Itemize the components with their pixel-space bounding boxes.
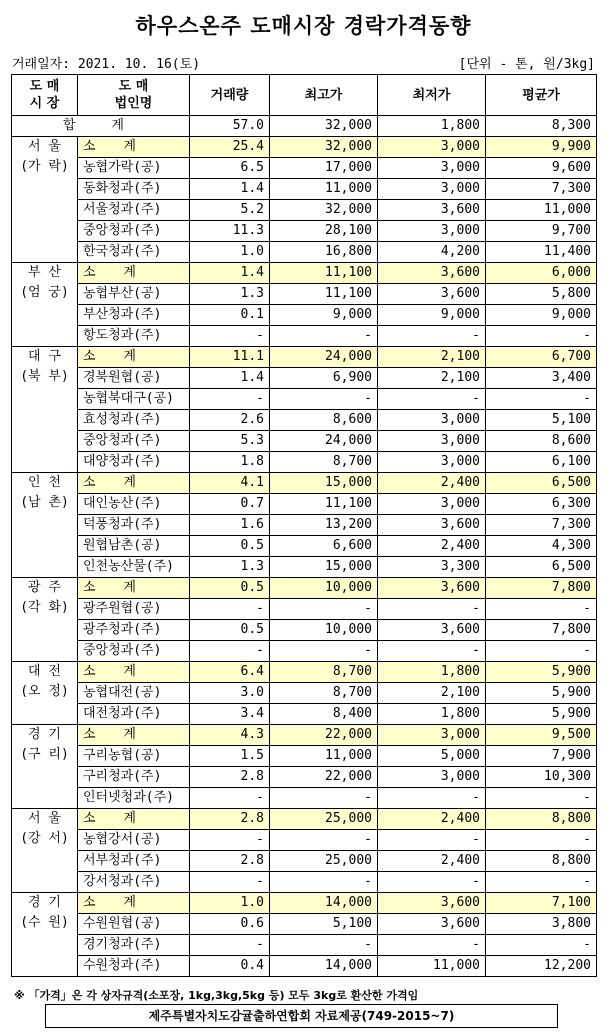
volume-cell: 3.4 bbox=[190, 704, 270, 725]
min-price-cell: 3,600 bbox=[378, 200, 486, 221]
min-price-cell: 2,100 bbox=[378, 368, 486, 389]
avg-price-cell: - bbox=[486, 935, 597, 956]
min-price-cell: - bbox=[378, 641, 486, 662]
max-price-cell: 6,600 bbox=[270, 536, 378, 557]
max-price-cell: 14,000 bbox=[270, 956, 378, 977]
corp-name: 소 계 bbox=[78, 263, 190, 284]
header-volume: 거래량 bbox=[190, 75, 270, 116]
min-price-cell: 3,000 bbox=[378, 431, 486, 452]
avg-price-cell: - bbox=[486, 872, 597, 893]
corp-name: 대전청과(주) bbox=[78, 704, 190, 725]
subtotal-row bbox=[12, 473, 597, 494]
table-row bbox=[12, 956, 597, 977]
table-row bbox=[12, 767, 597, 788]
max-price-cell: 6,900 bbox=[270, 368, 378, 389]
corp-name: 구리청과(주) bbox=[78, 767, 190, 788]
avg-price-cell: 6,000 bbox=[486, 263, 597, 284]
volume-cell: 1.3 bbox=[190, 284, 270, 305]
table-row bbox=[12, 410, 597, 431]
max-price-cell: 11,100 bbox=[270, 494, 378, 515]
avg-price-cell: 6,300 bbox=[486, 494, 597, 515]
region-label: 대 구 bbox=[28, 349, 61, 364]
min-price-cell: - bbox=[378, 599, 486, 620]
table-row bbox=[12, 326, 597, 347]
max-price-cell: 8,700 bbox=[270, 452, 378, 473]
subtotal-row bbox=[12, 662, 597, 683]
table-row bbox=[12, 788, 597, 809]
table-row bbox=[12, 221, 597, 242]
min-price-cell: 3,600 bbox=[378, 284, 486, 305]
volume-cell: 0.5 bbox=[190, 536, 270, 557]
table-row bbox=[12, 200, 597, 221]
min-price-cell: 3,600 bbox=[378, 515, 486, 536]
region-label: (남 촌) bbox=[20, 495, 69, 510]
volume-cell: 2.8 bbox=[190, 851, 270, 872]
page-title: 하우스온주 도매시장 경락가격동향 bbox=[135, 14, 472, 38]
header-min: 최저가 bbox=[378, 75, 486, 116]
corp-name: 항도청과(주) bbox=[78, 326, 190, 347]
corp-name: 소 계 bbox=[78, 137, 190, 158]
min-price-cell: 3,000 bbox=[378, 725, 486, 746]
corp-name: 경기청과(주) bbox=[78, 935, 190, 956]
min-price-cell: 3,000 bbox=[378, 137, 486, 158]
avg-price-cell: - bbox=[486, 326, 597, 347]
corp-name: 수원원협(공) bbox=[78, 914, 190, 935]
corp-name: 중앙청과(주) bbox=[78, 431, 190, 452]
corp-name: 농협가락(공) bbox=[78, 158, 190, 179]
table-row bbox=[12, 830, 597, 851]
total-min: 1,800 bbox=[378, 116, 486, 137]
region-label: (구 리) bbox=[20, 747, 69, 762]
min-price-cell: 3,000 bbox=[378, 410, 486, 431]
table-row bbox=[12, 515, 597, 536]
region-label: 경 기 bbox=[28, 895, 61, 910]
avg-price-cell: 5,900 bbox=[486, 683, 597, 704]
min-price-cell: - bbox=[378, 788, 486, 809]
avg-price-cell: - bbox=[486, 830, 597, 851]
avg-price-cell: 4,300 bbox=[486, 536, 597, 557]
region-label: 경 기 bbox=[28, 727, 61, 742]
avg-price-cell: 12,200 bbox=[486, 956, 597, 977]
table-row bbox=[12, 494, 597, 515]
corp-name: 효성청과(주) bbox=[78, 410, 190, 431]
avg-price-cell: 8,800 bbox=[486, 851, 597, 872]
corp-name: 대인농산(주) bbox=[78, 494, 190, 515]
avg-price-cell: 5,800 bbox=[486, 284, 597, 305]
max-price-cell: 15,000 bbox=[270, 473, 378, 494]
max-price-cell: 11,000 bbox=[270, 746, 378, 767]
volume-cell: 6.4 bbox=[190, 662, 270, 683]
total-volume: 57.0 bbox=[190, 116, 270, 137]
volume-cell: 11.3 bbox=[190, 221, 270, 242]
max-price-cell: 8,700 bbox=[270, 683, 378, 704]
avg-price-cell: 7,100 bbox=[486, 893, 597, 914]
region-label: 부 산 bbox=[28, 265, 61, 280]
min-price-cell: 3,000 bbox=[378, 158, 486, 179]
header-max: 최고가 bbox=[270, 75, 378, 116]
subtotal-row bbox=[12, 578, 597, 599]
avg-price-cell: 8,600 bbox=[486, 431, 597, 452]
corp-name: 인터넷청과(주) bbox=[78, 788, 190, 809]
region-label: (가 락) bbox=[20, 159, 69, 174]
volume-cell: - bbox=[190, 788, 270, 809]
corp-name: 소 계 bbox=[78, 725, 190, 746]
avg-price-cell: 7,900 bbox=[486, 746, 597, 767]
max-price-cell: 8,600 bbox=[270, 410, 378, 431]
max-price-cell: - bbox=[270, 830, 378, 851]
region-cell bbox=[12, 137, 78, 263]
avg-price-cell: 6,700 bbox=[486, 347, 597, 368]
avg-price-cell: 7,800 bbox=[486, 620, 597, 641]
avg-price-cell: - bbox=[486, 389, 597, 410]
header-market: 도 매 시 장 bbox=[12, 75, 78, 116]
avg-price-cell: - bbox=[486, 599, 597, 620]
corp-name: 서울청과(주) bbox=[78, 200, 190, 221]
volume-cell: 1.6 bbox=[190, 515, 270, 536]
table-row bbox=[12, 872, 597, 893]
max-price-cell: 8,700 bbox=[270, 662, 378, 683]
min-price-cell: 2,400 bbox=[378, 536, 486, 557]
region-cell bbox=[12, 263, 78, 347]
max-price-cell: 32,000 bbox=[270, 137, 378, 158]
corp-name: 농협대전(공) bbox=[78, 683, 190, 704]
max-price-cell: 16,800 bbox=[270, 242, 378, 263]
max-price-cell: - bbox=[270, 599, 378, 620]
max-price-cell: 10,000 bbox=[270, 620, 378, 641]
min-price-cell: 3,600 bbox=[378, 620, 486, 641]
header-corp: 도 매 법인명 bbox=[78, 75, 190, 116]
corp-name: 경북원협(공) bbox=[78, 368, 190, 389]
max-price-cell: - bbox=[270, 935, 378, 956]
avg-price-cell: 6,100 bbox=[486, 452, 597, 473]
region-label: 광 주 bbox=[28, 580, 61, 595]
subtotal-row bbox=[12, 725, 597, 746]
volume-cell: - bbox=[190, 935, 270, 956]
table-row bbox=[12, 305, 597, 326]
corp-name: 덕풍청과(주) bbox=[78, 515, 190, 536]
meta-bar bbox=[12, 53, 595, 71]
avg-price-cell: 5,100 bbox=[486, 410, 597, 431]
table-row bbox=[12, 536, 597, 557]
max-price-cell: 24,000 bbox=[270, 431, 378, 452]
min-price-cell: 3,000 bbox=[378, 179, 486, 200]
max-price-cell: - bbox=[270, 641, 378, 662]
corp-name: 대양청과(주) bbox=[78, 452, 190, 473]
region-label: 서 울 bbox=[28, 811, 61, 826]
volume-cell: 4.1 bbox=[190, 473, 270, 494]
max-price-cell: 13,200 bbox=[270, 515, 378, 536]
total-avg: 8,300 bbox=[486, 116, 597, 137]
volume-cell: 11.1 bbox=[190, 347, 270, 368]
volume-cell: 1.5 bbox=[190, 746, 270, 767]
corp-name: 소 계 bbox=[78, 578, 190, 599]
table-row bbox=[12, 242, 597, 263]
subtotal-row bbox=[12, 137, 597, 158]
max-price-cell: - bbox=[270, 788, 378, 809]
min-price-cell: 3,000 bbox=[378, 452, 486, 473]
volume-cell: 1.4 bbox=[190, 368, 270, 389]
corp-name: 농협북대구(공) bbox=[78, 389, 190, 410]
volume-cell: 0.7 bbox=[190, 494, 270, 515]
table-row bbox=[12, 935, 597, 956]
max-price-cell: - bbox=[270, 389, 378, 410]
max-price-cell: 14,000 bbox=[270, 893, 378, 914]
volume-cell: 6.5 bbox=[190, 158, 270, 179]
corp-name: 소 계 bbox=[78, 662, 190, 683]
unit-label: [단위 - 톤, 원/3kg] bbox=[458, 57, 595, 72]
total-row bbox=[12, 116, 597, 137]
table-row bbox=[12, 620, 597, 641]
min-price-cell: 4,200 bbox=[378, 242, 486, 263]
volume-cell: 1.8 bbox=[190, 452, 270, 473]
avg-price-cell: 7,300 bbox=[486, 515, 597, 536]
volume-cell: 5.3 bbox=[190, 431, 270, 452]
corp-name: 농협강서(공) bbox=[78, 830, 190, 851]
max-price-cell: 9,000 bbox=[270, 305, 378, 326]
max-price-cell: 25,000 bbox=[270, 809, 378, 830]
volume-cell: - bbox=[190, 641, 270, 662]
table-row bbox=[12, 158, 597, 179]
volume-cell: 1.4 bbox=[190, 263, 270, 284]
max-price-cell: 11,100 bbox=[270, 284, 378, 305]
header-avg: 평균가 bbox=[486, 75, 597, 116]
avg-price-cell: 6,500 bbox=[486, 557, 597, 578]
avg-price-cell: 3,400 bbox=[486, 368, 597, 389]
corp-name: 부산청과(주) bbox=[78, 305, 190, 326]
total-label: 합 계 bbox=[12, 116, 190, 137]
max-price-cell: 22,000 bbox=[270, 725, 378, 746]
region-cell bbox=[12, 809, 78, 893]
header-row bbox=[12, 75, 597, 116]
volume-cell: 0.6 bbox=[190, 914, 270, 935]
min-price-cell: - bbox=[378, 830, 486, 851]
min-price-cell: 3,000 bbox=[378, 767, 486, 788]
max-price-cell: 28,100 bbox=[270, 221, 378, 242]
volume-cell: 1.3 bbox=[190, 557, 270, 578]
volume-cell: - bbox=[190, 326, 270, 347]
volume-cell: 25.4 bbox=[190, 137, 270, 158]
table-row bbox=[12, 179, 597, 200]
min-price-cell: - bbox=[378, 326, 486, 347]
avg-price-cell: 9,600 bbox=[486, 158, 597, 179]
volume-cell: - bbox=[190, 830, 270, 851]
volume-cell: 1.4 bbox=[190, 179, 270, 200]
avg-price-cell: 6,500 bbox=[486, 473, 597, 494]
region-cell bbox=[12, 725, 78, 809]
max-price-cell: - bbox=[270, 326, 378, 347]
max-price-cell: 32,000 bbox=[270, 200, 378, 221]
volume-cell: 1.0 bbox=[190, 893, 270, 914]
volume-cell: 5.2 bbox=[190, 200, 270, 221]
table-row bbox=[12, 914, 597, 935]
corp-name: 소 계 bbox=[78, 809, 190, 830]
min-price-cell: 2,400 bbox=[378, 851, 486, 872]
table-row bbox=[12, 389, 597, 410]
avg-price-cell: 8,800 bbox=[486, 809, 597, 830]
max-price-cell: 22,000 bbox=[270, 767, 378, 788]
min-price-cell: - bbox=[378, 389, 486, 410]
avg-price-cell: 11,400 bbox=[486, 242, 597, 263]
subtotal-row bbox=[12, 809, 597, 830]
region-label: 서 울 bbox=[28, 139, 61, 154]
volume-cell: - bbox=[190, 872, 270, 893]
corp-name: 농협부산(공) bbox=[78, 284, 190, 305]
table-row bbox=[12, 431, 597, 452]
subtotal-row bbox=[12, 347, 597, 368]
corp-name: 서부청과(주) bbox=[78, 851, 190, 872]
total-max: 32,000 bbox=[270, 116, 378, 137]
avg-price-cell: 7,300 bbox=[486, 179, 597, 200]
avg-price-cell: 5,900 bbox=[486, 704, 597, 725]
min-price-cell: 3,000 bbox=[378, 494, 486, 515]
trade-date: 거래일자: 2021. 10. 16(토) bbox=[12, 57, 201, 72]
max-price-cell: - bbox=[270, 872, 378, 893]
min-price-cell: 3,600 bbox=[378, 914, 486, 935]
volume-cell: 2.6 bbox=[190, 410, 270, 431]
source-box: 제주특별자치도감귤출하연합회 자료제공(749-2015~7) bbox=[45, 1004, 558, 1028]
corp-name: 소 계 bbox=[78, 473, 190, 494]
avg-price-cell: 11,000 bbox=[486, 200, 597, 221]
region-label: (각 화) bbox=[20, 600, 69, 615]
region-label: (수 원) bbox=[20, 915, 69, 930]
min-price-cell: 3,000 bbox=[378, 221, 486, 242]
region-cell bbox=[12, 473, 78, 578]
table-row bbox=[12, 557, 597, 578]
avg-price-cell: 7,800 bbox=[486, 578, 597, 599]
region-cell bbox=[12, 662, 78, 725]
region-cell bbox=[12, 347, 78, 473]
corp-name: 인천농산물(주) bbox=[78, 557, 190, 578]
region-label: (북 부) bbox=[20, 369, 69, 384]
min-price-cell: 3,300 bbox=[378, 557, 486, 578]
avg-price-cell: - bbox=[486, 641, 597, 662]
min-price-cell: 9,000 bbox=[378, 305, 486, 326]
min-price-cell: 3,600 bbox=[378, 263, 486, 284]
avg-price-cell: 9,700 bbox=[486, 221, 597, 242]
max-price-cell: 8,400 bbox=[270, 704, 378, 725]
region-label: 인 천 bbox=[28, 475, 61, 490]
corp-name: 동화청과(주) bbox=[78, 179, 190, 200]
max-price-cell: 11,000 bbox=[270, 179, 378, 200]
table-row bbox=[12, 704, 597, 725]
avg-price-cell: 5,900 bbox=[486, 662, 597, 683]
region-label: (강 서) bbox=[20, 831, 69, 846]
volume-cell: - bbox=[190, 599, 270, 620]
subtotal-row bbox=[12, 893, 597, 914]
table-row bbox=[12, 851, 597, 872]
region-cell bbox=[12, 578, 78, 662]
max-price-cell: 25,000 bbox=[270, 851, 378, 872]
corp-name: 광주청과(주) bbox=[78, 620, 190, 641]
volume-cell: 0.5 bbox=[190, 620, 270, 641]
corp-name: 수원청과(주) bbox=[78, 956, 190, 977]
corp-name: 강서청과(주) bbox=[78, 872, 190, 893]
footnote: ※ 「가격」은 각 상자규격(소포장, 1kg,3kg,5kg 등) 모두 3kg로 환산한 가격임 bbox=[14, 989, 419, 1002]
region-cell bbox=[12, 893, 78, 977]
table-row bbox=[12, 683, 597, 704]
volume-cell: 2.8 bbox=[190, 767, 270, 788]
corp-name: 원협남촌(공) bbox=[78, 536, 190, 557]
min-price-cell: 1,800 bbox=[378, 704, 486, 725]
avg-price-cell: - bbox=[486, 788, 597, 809]
volume-cell: 1.0 bbox=[190, 242, 270, 263]
corp-name: 중앙청과(주) bbox=[78, 221, 190, 242]
max-price-cell: 11,100 bbox=[270, 263, 378, 284]
table-row bbox=[12, 641, 597, 662]
avg-price-cell: 9,900 bbox=[486, 137, 597, 158]
volume-cell: 2.8 bbox=[190, 809, 270, 830]
avg-price-cell: 9,000 bbox=[486, 305, 597, 326]
region-label: 대 전 bbox=[28, 664, 61, 679]
min-price-cell: 11,000 bbox=[378, 956, 486, 977]
min-price-cell: 5,000 bbox=[378, 746, 486, 767]
table-row bbox=[12, 284, 597, 305]
region-label: (오 정) bbox=[20, 684, 69, 699]
volume-cell: 0.4 bbox=[190, 956, 270, 977]
max-price-cell: 5,100 bbox=[270, 914, 378, 935]
volume-cell: 0.5 bbox=[190, 578, 270, 599]
min-price-cell: - bbox=[378, 935, 486, 956]
min-price-cell: 1,800 bbox=[378, 662, 486, 683]
min-price-cell: 2,100 bbox=[378, 683, 486, 704]
max-price-cell: 24,000 bbox=[270, 347, 378, 368]
corp-name: 구리농협(공) bbox=[78, 746, 190, 767]
min-price-cell: 2,400 bbox=[378, 473, 486, 494]
avg-price-cell: 9,500 bbox=[486, 725, 597, 746]
corp-name: 중앙청과(주) bbox=[78, 641, 190, 662]
volume-cell: 3.0 bbox=[190, 683, 270, 704]
corp-name: 광주원협(공) bbox=[78, 599, 190, 620]
table-row bbox=[12, 599, 597, 620]
price-table bbox=[11, 74, 597, 977]
volume-cell: 4.3 bbox=[190, 725, 270, 746]
volume-cell: 0.1 bbox=[190, 305, 270, 326]
min-price-cell: 3,600 bbox=[378, 578, 486, 599]
avg-price-cell: 10,300 bbox=[486, 767, 597, 788]
avg-price-cell: 3,800 bbox=[486, 914, 597, 935]
max-price-cell: 10,000 bbox=[270, 578, 378, 599]
max-price-cell: 15,000 bbox=[270, 557, 378, 578]
corp-name: 소 계 bbox=[78, 347, 190, 368]
region-label: (엄 궁) bbox=[20, 285, 69, 300]
volume-cell: - bbox=[190, 389, 270, 410]
subtotal-row bbox=[12, 263, 597, 284]
corp-name: 소 계 bbox=[78, 893, 190, 914]
min-price-cell: - bbox=[378, 872, 486, 893]
corp-name: 한국청과(주) bbox=[78, 242, 190, 263]
min-price-cell: 2,100 bbox=[378, 347, 486, 368]
min-price-cell: 3,600 bbox=[378, 893, 486, 914]
min-price-cell: 2,400 bbox=[378, 809, 486, 830]
table-row bbox=[12, 368, 597, 389]
table-row bbox=[12, 452, 597, 473]
max-price-cell: 17,000 bbox=[270, 158, 378, 179]
table-row bbox=[12, 746, 597, 767]
